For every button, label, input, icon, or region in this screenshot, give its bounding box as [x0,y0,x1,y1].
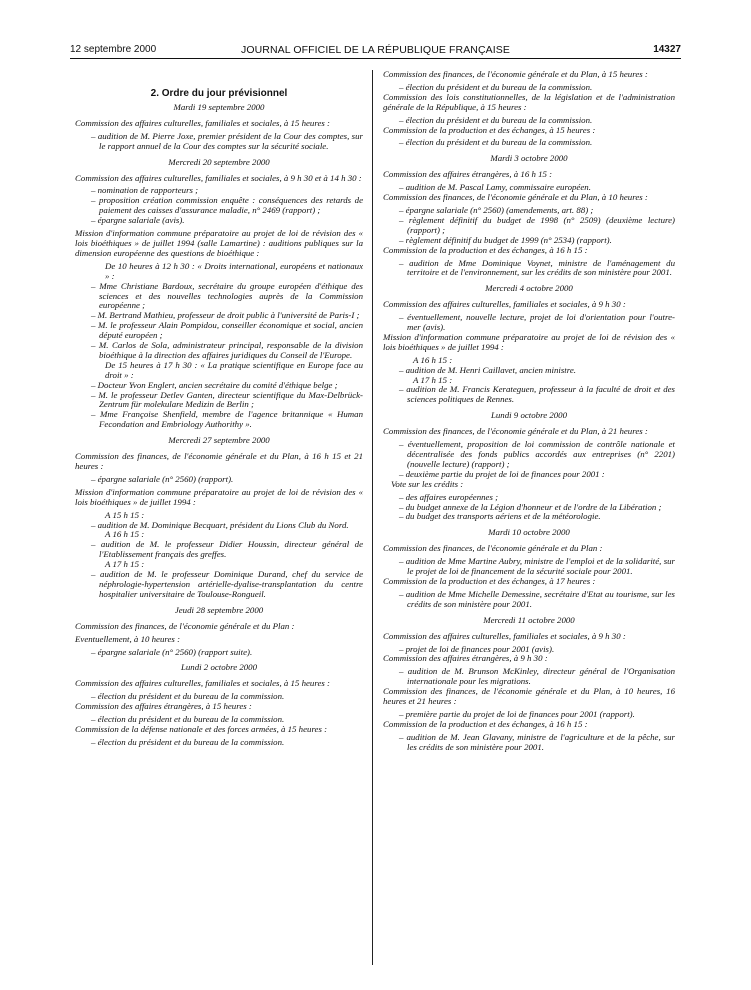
agenda-item: – audition de M. Pascal Lamy, commissaire européen. [399,182,591,193]
commission-line: Commission des finances, de l'économie générale et du Plan, à 15 heures : [383,69,648,79]
commission-line: Commission des lois constitutionnelles, de la législation et de l'administration générale de la République, à 15 heures : [383,91,675,112]
commission-line: Mission d'information commune préparatoire au projet de loi de révision des « lois bioéthiques » de juillet 1994 (salle Lamartine) : auditions publiques sur la dimension européenne des questions de bioéthique : [75,228,363,258]
agenda-item: – élection du président et du bureau de la commission. [399,137,593,148]
agenda-item: – éventuellement, proposition de loi commission de contrôle nationale et décentralisée des fonds publics accordés aux entreprises (n° 2201) (nouvelle lecture) (rapport) ; [399,439,675,469]
day-heading: Mardi 19 septembre 2000 [173,102,265,112]
day-heading: Mercredi 27 septembre 2000 [168,435,270,446]
agenda-item: – audition de M. Pierre Joxe, premier président de la Cour des comptes, sur le rapport annuel de la Cour des comptes sur la sécurité sociale. [91,130,363,151]
day-heading: Lundi 2 octobre 2000 [180,662,258,673]
day-heading: Mercredi 11 octobre 2000 [483,614,575,625]
agenda-item: – élection du président et du bureau de la commission. [399,114,593,125]
time-slot: A 17 h 15 : [105,559,145,570]
page-number: 14327 [653,44,681,55]
agenda-item: – audition de M. Henri Caillavet, ancien ministre. [399,364,577,375]
agenda-item: – élection du président et du bureau de la commission. [91,736,285,747]
agenda-item: – audition de M. le professeur Dominique Durand, chef du service de néphrologie-hypertension artérielle-dyalise-transplantation du centre hospitalier universitaire de Toulouse-Rongueil. [91,569,363,599]
commission-line: Commission de la production et des échanges, à 16 h 15 : [383,244,588,255]
time-line: Eventuellement, à 10 heures : [75,633,181,644]
commission-line: Commission des finances, de l'économie générale et du Plan, à 10 heures, 16 heures et 21 heures : [383,686,675,707]
commission-line: Commission des finances, de l'économie générale et du Plan : [75,620,295,631]
time-slot: A 17 h 15 : [413,374,453,385]
section-title: 2. Ordre du jour prévisionnel [150,88,288,99]
agenda-item: – M. Bertrand Mathieu, professeur de droit public à l'université de Paris-I ; [91,310,360,321]
agenda-item: – des affaires européennes ; [399,491,499,502]
day-heading: Jeudi 28 septembre 2000 [174,604,264,615]
time-slot: A 15 h 15 : [105,509,145,520]
agenda-item: – Mme Christiane Bardoux, secrétaire du groupe européen d'éthique des sciences et des nouvelles technologies auprès de la Commission européenne ; [91,280,363,311]
header-date: 12 septembre 2000 [70,44,157,55]
commission-line: Commission des affaires culturelles, familiales et sociales, à 9 h 30 et à 14 h 30 : [75,172,362,183]
agenda-item: – projet de loi de finances pour 2001 (avis). [399,643,555,654]
commission-line: Commission des affaires étrangères, à 16 h 15 : [383,169,553,180]
agenda-item: – élection du président et du bureau de la commission. [399,81,593,92]
day-heading: Lundi 9 octobre 2000 [490,410,568,421]
commission-line: Commission de la défense nationale et des forces armées, à 15 heures : [75,723,328,734]
agenda-item: – du budget annexe de la Légion d'honneur et de l'ordre de la Libération ; [399,501,662,512]
commission-line: Commission des finances, de l'économie générale et du Plan : [383,543,603,554]
agenda-item: – M. le professeur Alain Pompidou, conseiller économique et social, ancien député européen ; [91,320,363,341]
agenda-item: – épargne salariale (n° 2560) (rapport). [91,473,234,484]
agenda-item: – audition de M. Jean Glavany, ministre de l'agriculture et de la pêche, sur les crédits de son ministère pour 2001. [399,731,675,752]
agenda-item: – du budget des transports aériens et de la météorologie. [399,511,601,522]
commission-line: Commission des affaires étrangères, à 15 heures : [75,701,252,712]
agenda-item: – épargne salariale (avis). [91,215,185,226]
agenda-item: – audition de Mme Martine Aubry, ministre de l'emploi et de la solidarité, sur le projet de loi de financement de la sécurité sociale pour 2001. [399,556,675,577]
agenda-item: – Mme Françoise Shenfield, membre de l'agence britannique « Human Fecondation and Embriology Authorithy ». [91,409,363,430]
journal-title: JOURNAL OFFICIEL DE LA RÉPUBLIQUE FRANÇAISE [241,44,510,56]
agenda-item: – audition de M. Dominique Becquart, président du Lions Club du Nord. [91,519,349,530]
commission-line: Commission des finances, de l'économie générale et du Plan, à 10 heures : [383,192,648,203]
commission-line: Commission des affaires culturelles, familiales et sociales, à 9 h 30 : [383,630,626,641]
agenda-item: – audition de M. le professeur Didier Houssin, directeur général de l'Etablissement français des greffes. [91,539,363,560]
commission-line: Mission d'information commune préparatoire au projet de loi de révision des « lois bioéthiques » de juillet 1994 : [383,331,675,352]
agenda-item: – Docteur Yvon Englert, ancien secrétaire du comité d'éthique belge ; [91,379,338,390]
commission-line: Commission de la production et des échanges, à 16 h 15 : [383,718,588,729]
agenda-item: – élection du président et du bureau de la commission. [91,714,285,725]
agenda-item: – première partie du projet de loi de finances pour 2001 (rapport). [399,708,635,719]
agenda-item: – épargne salariale (n° 2560) (rapport suite). [91,646,253,657]
commission-line: Commission de la production et des échanges, à 15 heures : [383,124,596,135]
page-header [70,44,681,59]
time-slot: A 16 h 15 : [105,529,145,540]
agenda-item: – proposition création commission enquête : conséquences des retards de paiement des caisses d'assurance maladie, n° 2469 (rapport) ; [91,195,363,216]
day-heading: Mercredi 4 octobre 2000 [485,283,573,294]
vote-line: Vote sur les crédits : [391,478,464,489]
time-slot: De 10 heures à 12 h 30 : « Droits international, européens et nationaux » : [105,260,363,281]
commission-line: Commission des affaires culturelles, familiales et sociales, à 9 h 30 : [383,299,626,310]
agenda-item: – règlement définitif du budget de 1998 (n° 2509) (deuxième lecture) (rapport) ; [399,214,675,235]
agenda-item: – règlement définitif du budget de 1999 (n° 2534) (rapport). [399,234,612,245]
day-heading: Mardi 3 octobre 2000 [490,153,568,164]
agenda-item: – éventuellement, nouvelle lecture, projet de loi d'orientation pour l'outre-mer (avis). [399,312,675,333]
agenda-item: – audition de Mme Dominique Voynet, ministre de l'aménagement du territoire et de l'environnement, sur les crédits de son ministère pour 2001. [399,257,675,278]
agenda-item: – audition de M. Francis Kerateguen, professeur à la faculté de droit et des sciences politiques de Rennes. [399,384,675,405]
agenda-item: – nomination de rapporteurs ; [91,185,199,196]
agenda-item: – M. le professeur Detlev Ganten, directeur scientifique du Max-Delbrück-Zentrum für molekulare Medizin de Berlin ; [91,389,363,410]
day-heading: Mardi 10 octobre 2000 [488,527,570,538]
column-divider [372,70,373,965]
agenda-item: – deuxième partie du projet de loi de finances pour 2001 : [399,468,605,479]
agenda-item: – audition de M. Brunson McKinley, directeur général de l'Organisation internationale pour les migrations. [399,666,675,687]
agenda-item: – audition de Mme Michelle Demessine, secrétaire d'Etat au tourisme, sur les crédits de son ministère pour 2001. [399,588,675,609]
commission-line: Mission d'information commune préparatoire au projet de loi de révision des « lois bioéthiques » de juillet 1994 : [75,486,363,507]
commission-line: Commission de la production et des échanges, à 17 heures : [383,575,596,586]
left-column [75,70,363,748]
commission-line: Commission des finances, de l'économie générale et du Plan, à 21 heures : [383,426,648,437]
commission-line: Commission des finances, de l'économie générale et du Plan, à 16 h 15 et 21 heures : [75,451,363,471]
commission-line: Commission des affaires culturelles, familiales et sociales, à 15 heures : [75,678,330,689]
agenda-item: – épargne salariale (n° 2560) (amendements, art. 88) ; [399,204,594,215]
right-column [383,70,675,753]
day-heading: Mercredi 20 septembre 2000 [168,156,270,167]
commission-line: Commission des affaires étrangères, à 9 h 30 : [383,653,548,664]
agenda-item: – élection du président et du bureau de la commission. [91,691,285,702]
time-slot: A 16 h 15 : [413,354,453,365]
time-slot: De 15 heures à 17 h 30 : « La pratique scientifique en Europe face au droit » : [105,359,363,380]
agenda-item: – M. Carlos de Sola, administrateur principal, responsable de la division bioéthique à la direction des affaires juridiques du Conseil de l'Europe. [91,340,363,360]
commission-line: Commission des affaires culturelles, familiales et sociales, à 15 heures : [75,117,330,128]
